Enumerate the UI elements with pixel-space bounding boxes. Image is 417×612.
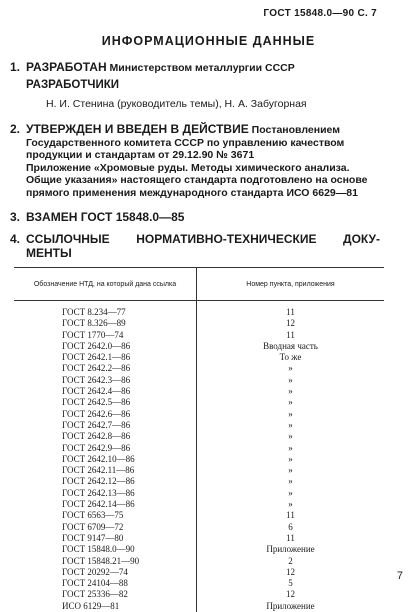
section-3-text: ВЗАМЕН ГОСТ 15848.0—85	[26, 210, 184, 224]
clause-reference: »	[197, 488, 385, 499]
clause-reference: Вводная часть	[197, 341, 385, 352]
table-row	[14, 397, 384, 408]
standard-designation: ГОСТ 2642.5—86	[14, 397, 197, 408]
table-row	[14, 443, 384, 454]
clause-reference: 12	[197, 589, 385, 600]
clause-reference: 12	[197, 567, 385, 578]
standard-designation: ГОСТ 2642.10—86	[14, 454, 197, 465]
running-header: ГОСТ 15848.0—90 С. 7	[263, 8, 377, 19]
section-3-number: 3.	[10, 211, 20, 224]
table-row	[14, 409, 384, 420]
section-1-text: Министерством металлургии СССР	[110, 62, 295, 74]
clause-reference: 11	[197, 330, 385, 341]
page-number: 7	[397, 570, 403, 582]
standard-designation: ГОСТ 2642.0—86	[14, 341, 197, 352]
section-3	[10, 211, 380, 225]
clause-reference: 2	[197, 556, 385, 567]
clause-reference: »	[197, 499, 385, 510]
table-header-clause: Номер пункта, приложения	[197, 268, 385, 301]
page-title: ИНФОРМАЦИОННЫЕ ДАННЫЕ	[0, 34, 417, 48]
section-1-label: РАЗРАБОТАН	[26, 60, 107, 74]
standard-designation: ГОСТ 15848.21—90	[14, 556, 197, 567]
table-row	[14, 375, 384, 386]
table-row	[14, 330, 384, 341]
clause-reference: »	[197, 375, 385, 386]
section-4-word-1: ССЫЛОЧНЫЕ	[26, 232, 110, 246]
standard-designation: ГОСТ 2642.7—86	[14, 420, 197, 431]
standard-designation: ГОСТ 20292—74	[14, 567, 197, 578]
section-2	[10, 123, 380, 199]
section-1	[10, 61, 380, 75]
table-body	[14, 301, 384, 612]
section-4-word-2: НОРМАТИВНО-ТЕХНИЧЕСКИЕ	[136, 232, 316, 246]
clause-reference: »	[197, 465, 385, 476]
standard-designation: ГОСТ 6709—72	[14, 522, 197, 533]
standard-designation: ГОСТ 6563—75	[14, 510, 197, 521]
clause-reference: »	[197, 397, 385, 408]
clause-reference: 5	[197, 578, 385, 589]
standard-designation: ГОСТ 2642.9—86	[14, 443, 197, 454]
standard-designation: ГОСТ 2642.14—86	[14, 499, 197, 510]
table-header-row	[14, 268, 384, 301]
section-4-number: 4.	[10, 232, 20, 246]
standard-designation: ГОСТ 2642.12—86	[14, 476, 197, 487]
section-4-line-2: МЕНТЫ	[26, 246, 380, 260]
standard-designation: ГОСТ 2642.1—86	[14, 352, 197, 363]
table-row	[14, 476, 384, 487]
reference-table	[14, 267, 384, 612]
standard-designation: ГОСТ 9147—80	[14, 533, 197, 544]
table-row	[14, 601, 384, 612]
table-row	[14, 420, 384, 431]
developers-text: Н. И. Стенина (руководитель темы), Н. А. Забугорная	[46, 98, 307, 110]
table-row	[14, 499, 384, 510]
clause-reference: »	[197, 386, 385, 397]
clause-reference: »	[197, 363, 385, 374]
standard-designation: ГОСТ 2642.8—86	[14, 431, 197, 442]
table-row	[14, 533, 384, 544]
standard-designation: ГОСТ 8.234—77	[14, 301, 197, 319]
table-row	[14, 544, 384, 555]
section-2-text: Постановлением Государственного комитета СССР по управлению качеством продукции и стандартам от 29.12.90 № 3671	[26, 124, 344, 161]
table-row	[14, 341, 384, 352]
table-row	[14, 301, 384, 319]
clause-reference: Приложение	[197, 544, 385, 555]
standard-designation: ГОСТ 8.326—89	[14, 318, 197, 329]
standard-designation: ГОСТ 2642.13—86	[14, 488, 197, 499]
developers-heading: РАЗРАБОТЧИКИ	[26, 79, 119, 91]
clause-reference: »	[197, 409, 385, 420]
table-row	[14, 488, 384, 499]
standard-designation: ГОСТ 2642.2—86	[14, 363, 197, 374]
table-row	[14, 465, 384, 476]
clause-reference: 11	[197, 533, 385, 544]
clause-reference: »	[197, 476, 385, 487]
table-row	[14, 522, 384, 533]
clause-reference: 12	[197, 318, 385, 329]
table-row	[14, 318, 384, 329]
clause-reference: »	[197, 431, 385, 442]
table-row	[14, 431, 384, 442]
standard-designation: ИСО 6129—81	[14, 601, 197, 612]
table-row	[14, 510, 384, 521]
section-2-appendix-text: Приложение «Хромовые руды. Методы химического анализа. Общие указания» настоящего стандарта подготовлено на основе прямого применения международного стандарта ИСО 6629—81	[26, 162, 380, 200]
clause-reference: »	[197, 443, 385, 454]
table-row	[14, 556, 384, 567]
table-row	[14, 567, 384, 578]
table-row	[14, 363, 384, 374]
standard-designation: ГОСТ 24104—88	[14, 578, 197, 589]
table-row	[14, 589, 384, 600]
standard-designation: ГОСТ 2642.3—86	[14, 375, 197, 386]
clause-reference: То же	[197, 352, 385, 363]
clause-reference: 6	[197, 522, 385, 533]
standard-designation: ГОСТ 2642.11—86	[14, 465, 197, 476]
standard-designation: ГОСТ 1770—74	[14, 330, 197, 341]
clause-reference: Приложение	[197, 601, 385, 612]
table-row	[14, 352, 384, 363]
standard-designation: ГОСТ 15848.0—90	[14, 544, 197, 555]
standard-designation: ГОСТ 2642.4—86	[14, 386, 197, 397]
section-1-number: 1.	[10, 61, 20, 74]
table-row	[14, 578, 384, 589]
table-row	[14, 454, 384, 465]
section-4-word-3: ДОКУ-	[343, 232, 380, 246]
table-row	[14, 386, 384, 397]
clause-reference: »	[197, 454, 385, 465]
clause-reference: »	[197, 420, 385, 431]
clause-reference: 11	[197, 301, 385, 319]
section-2-label: УТВЕРЖДЕН И ВВЕДЕН В ДЕЙСТВИЕ	[26, 122, 249, 136]
clause-reference: 11	[197, 510, 385, 521]
standard-designation: ГОСТ 25336—82	[14, 589, 197, 600]
section-2-number: 2.	[10, 123, 20, 136]
section-4	[10, 232, 380, 260]
standard-designation: ГОСТ 2642.6—86	[14, 409, 197, 420]
table-header-designation: Обозначение НТД, на который дана ссылка	[14, 268, 197, 301]
